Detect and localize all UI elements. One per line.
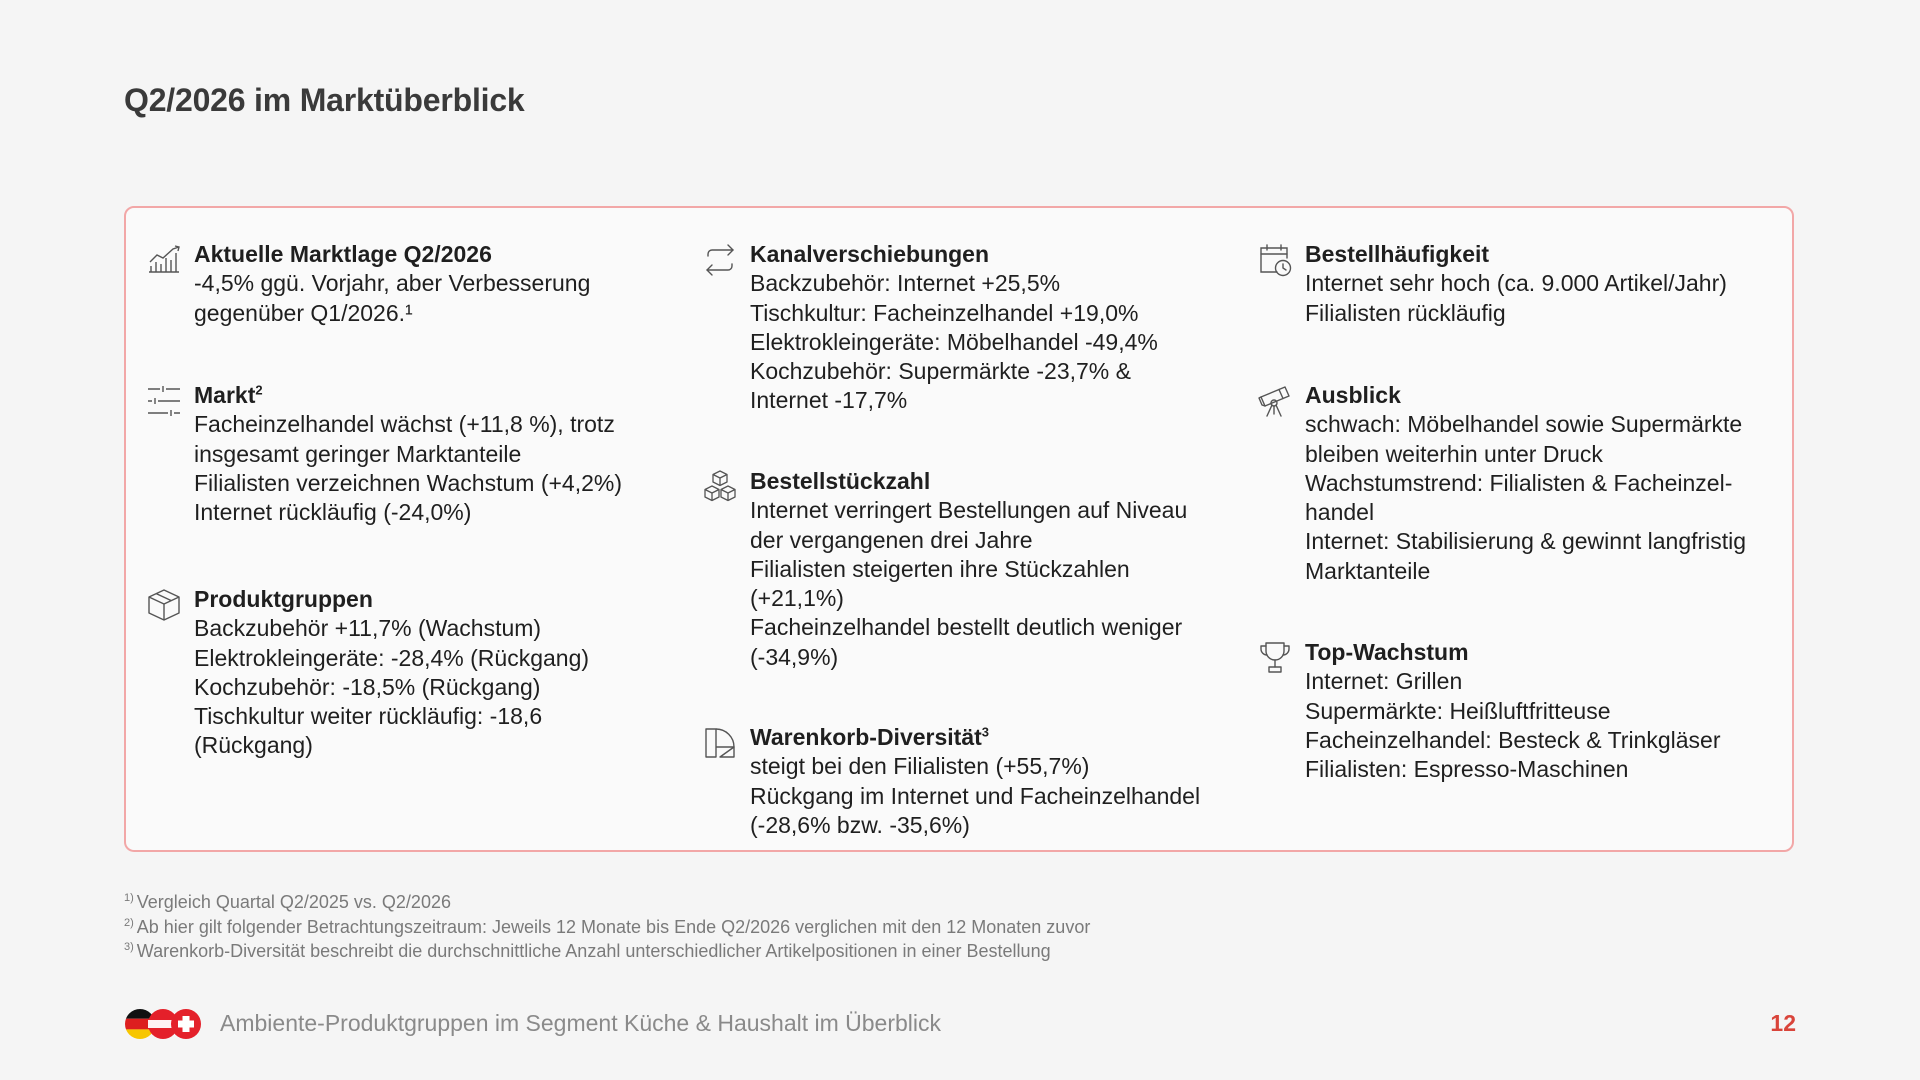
section-line: Tischkultur: Facheinzelhandel +19,0% — [750, 299, 1139, 326]
flags-de-at-ch-icon — [124, 1008, 202, 1040]
shapes-icon — [702, 725, 738, 761]
section-text — [1305, 638, 1775, 784]
trophy-icon — [1257, 640, 1293, 676]
section-line: Kochzubehör: -18,5% (Rückgang) — [194, 673, 541, 700]
section-line: (-34,9%) — [750, 643, 839, 670]
section-line: Elektrokleingeräte: Möbelhandel -49,4% — [750, 328, 1158, 355]
section-line: bleiben weiterhin unter Druck — [1305, 440, 1603, 467]
section-heading: Bestellstückzahl — [750, 468, 931, 494]
overview-panel — [124, 206, 1794, 852]
section-heading: Markt — [194, 382, 256, 408]
section-line: der vergangenen drei Jahre — [750, 526, 1033, 553]
calendar-clock-icon — [1257, 242, 1293, 278]
section-line: Kochzubehör: Supermärkte -23,7% & — [750, 358, 1131, 385]
section-line: Elektrokleingeräte: -28,4% (Rückgang) — [194, 644, 590, 671]
telescope-icon — [1257, 383, 1293, 419]
section-line: Internet rückläufig (-24,0%) — [194, 499, 472, 526]
section-line: (-28,6% bzw. -35,6%) — [750, 811, 970, 838]
page-title: Q2/2026 im Marktüberblick — [124, 82, 525, 118]
section-line: Internet verringert Bestellungen auf Niveau — [750, 497, 1188, 524]
section-line: gegenüber Q1/2026.¹ — [194, 299, 413, 326]
section-line: Facheinzelhandel wächst (+11,8 %), trotz — [194, 411, 615, 438]
section-line: Filialisten rückläufig — [1305, 299, 1506, 326]
footnote-text: Ab hier gilt folgender Betrachtungszeitraum: Jeweils 12 Monate bis Ende Q2/2026 verglichen mit den 12 Monaten zuvor — [136, 916, 1091, 937]
section-line: Filialisten: Espresso-Maschinen — [1305, 756, 1629, 783]
section-heading: Aktuelle Marktlage Q2/2026 — [194, 241, 492, 267]
bar-chart-trend-icon — [146, 242, 182, 278]
footnote-number: 3) — [124, 941, 134, 953]
section-line: Rückgang im Internet und Facheinzelhandel — [750, 782, 1201, 809]
footnote-number: 1) — [124, 892, 134, 904]
footnote — [124, 939, 1090, 964]
section-heading: Top-Wachstum — [1305, 639, 1469, 665]
section-line: -4,5% ggü. Vorjahr, aber Verbesserung — [194, 270, 591, 297]
section-text — [1305, 381, 1775, 586]
section-line: (Rückgang) — [194, 732, 313, 759]
section-line: Internet: Grillen — [1305, 668, 1463, 695]
section-line: handel — [1305, 499, 1375, 526]
section-line: Internet -17,7% — [750, 387, 908, 414]
section-line: Backzubehör: Internet +25,5% — [750, 270, 1061, 297]
section-line: Marktanteile — [1305, 557, 1431, 584]
footnote-number: 2) — [124, 916, 134, 929]
section-line: Filialisten steigerten ihre Stückzahlen — [750, 555, 1130, 582]
section-line: steigt bei den Filialisten (+55,7%) — [750, 753, 1090, 780]
section-line: Wachstumstrend: Filialisten & Facheinzel- — [1305, 469, 1733, 496]
footnote-text: Warenkorb-Diversität beschreibt die durchschnittliche Anzahl unterschiedlicher Artikelpositionen in einer Bestellung — [136, 941, 1051, 961]
section-line: Facheinzelhandel: Besteck & Trinkgläser — [1305, 726, 1721, 753]
section-line: Facheinzelhandel bestellt deutlich weniger — [750, 614, 1183, 641]
box-icon — [146, 587, 182, 623]
section-text — [750, 467, 1220, 672]
section-heading: Kanalverschiebungen — [750, 241, 990, 267]
section-line: Backzubehör +11,7% (Wachstum) — [194, 615, 542, 642]
section-line: Supermärkte: Heißluftfritteuse — [1305, 697, 1611, 724]
section-text — [194, 381, 664, 527]
section-line: Internet: Stabilisierung & gewinnt langfristig — [1305, 528, 1747, 555]
section-line: schwach: Möbelhandel sowie Supermärkte — [1305, 411, 1743, 438]
page-number: 12 — [1770, 1010, 1796, 1036]
footer-text: Ambiente-Produktgruppen im Segment Küche & Haushalt im Überblick — [220, 1010, 942, 1036]
heading-footnote-ref: 2 — [255, 382, 263, 398]
section-text — [194, 240, 664, 328]
section-heading: Ausblick — [1305, 382, 1401, 408]
section-heading: Produktgruppen — [194, 586, 373, 612]
stacked-boxes-icon — [702, 469, 738, 505]
section-text — [194, 585, 664, 761]
section-line: Internet sehr hoch (ca. 9.000 Artikel/Jahr) — [1305, 270, 1727, 297]
section-text — [1305, 240, 1775, 328]
footer — [124, 1006, 1796, 1042]
footnotes — [124, 890, 1090, 964]
section-heading: Warenkorb-Diversität — [750, 724, 982, 750]
footnote — [124, 890, 1090, 915]
heading-footnote-ref: 3 — [981, 724, 989, 740]
section-text — [750, 240, 1220, 416]
section-line: Tischkultur weiter rückläufig: -18,6 — [194, 703, 543, 730]
arrows-exchange-icon — [702, 242, 738, 278]
section-text — [750, 723, 1220, 840]
section-line: insgesamt geringer Marktanteile — [194, 440, 522, 467]
footnote-text: Vergleich Quartal Q2/2025 vs. Q2/2026 — [136, 892, 451, 912]
sliders-icon — [146, 383, 182, 419]
section-line: (+21,1%) — [750, 585, 844, 612]
section-line: Filialisten verzeichnen Wachstum (+4,2%) — [194, 469, 623, 496]
section-heading: Bestellhäufigkeit — [1305, 241, 1490, 267]
footnote — [124, 915, 1090, 940]
